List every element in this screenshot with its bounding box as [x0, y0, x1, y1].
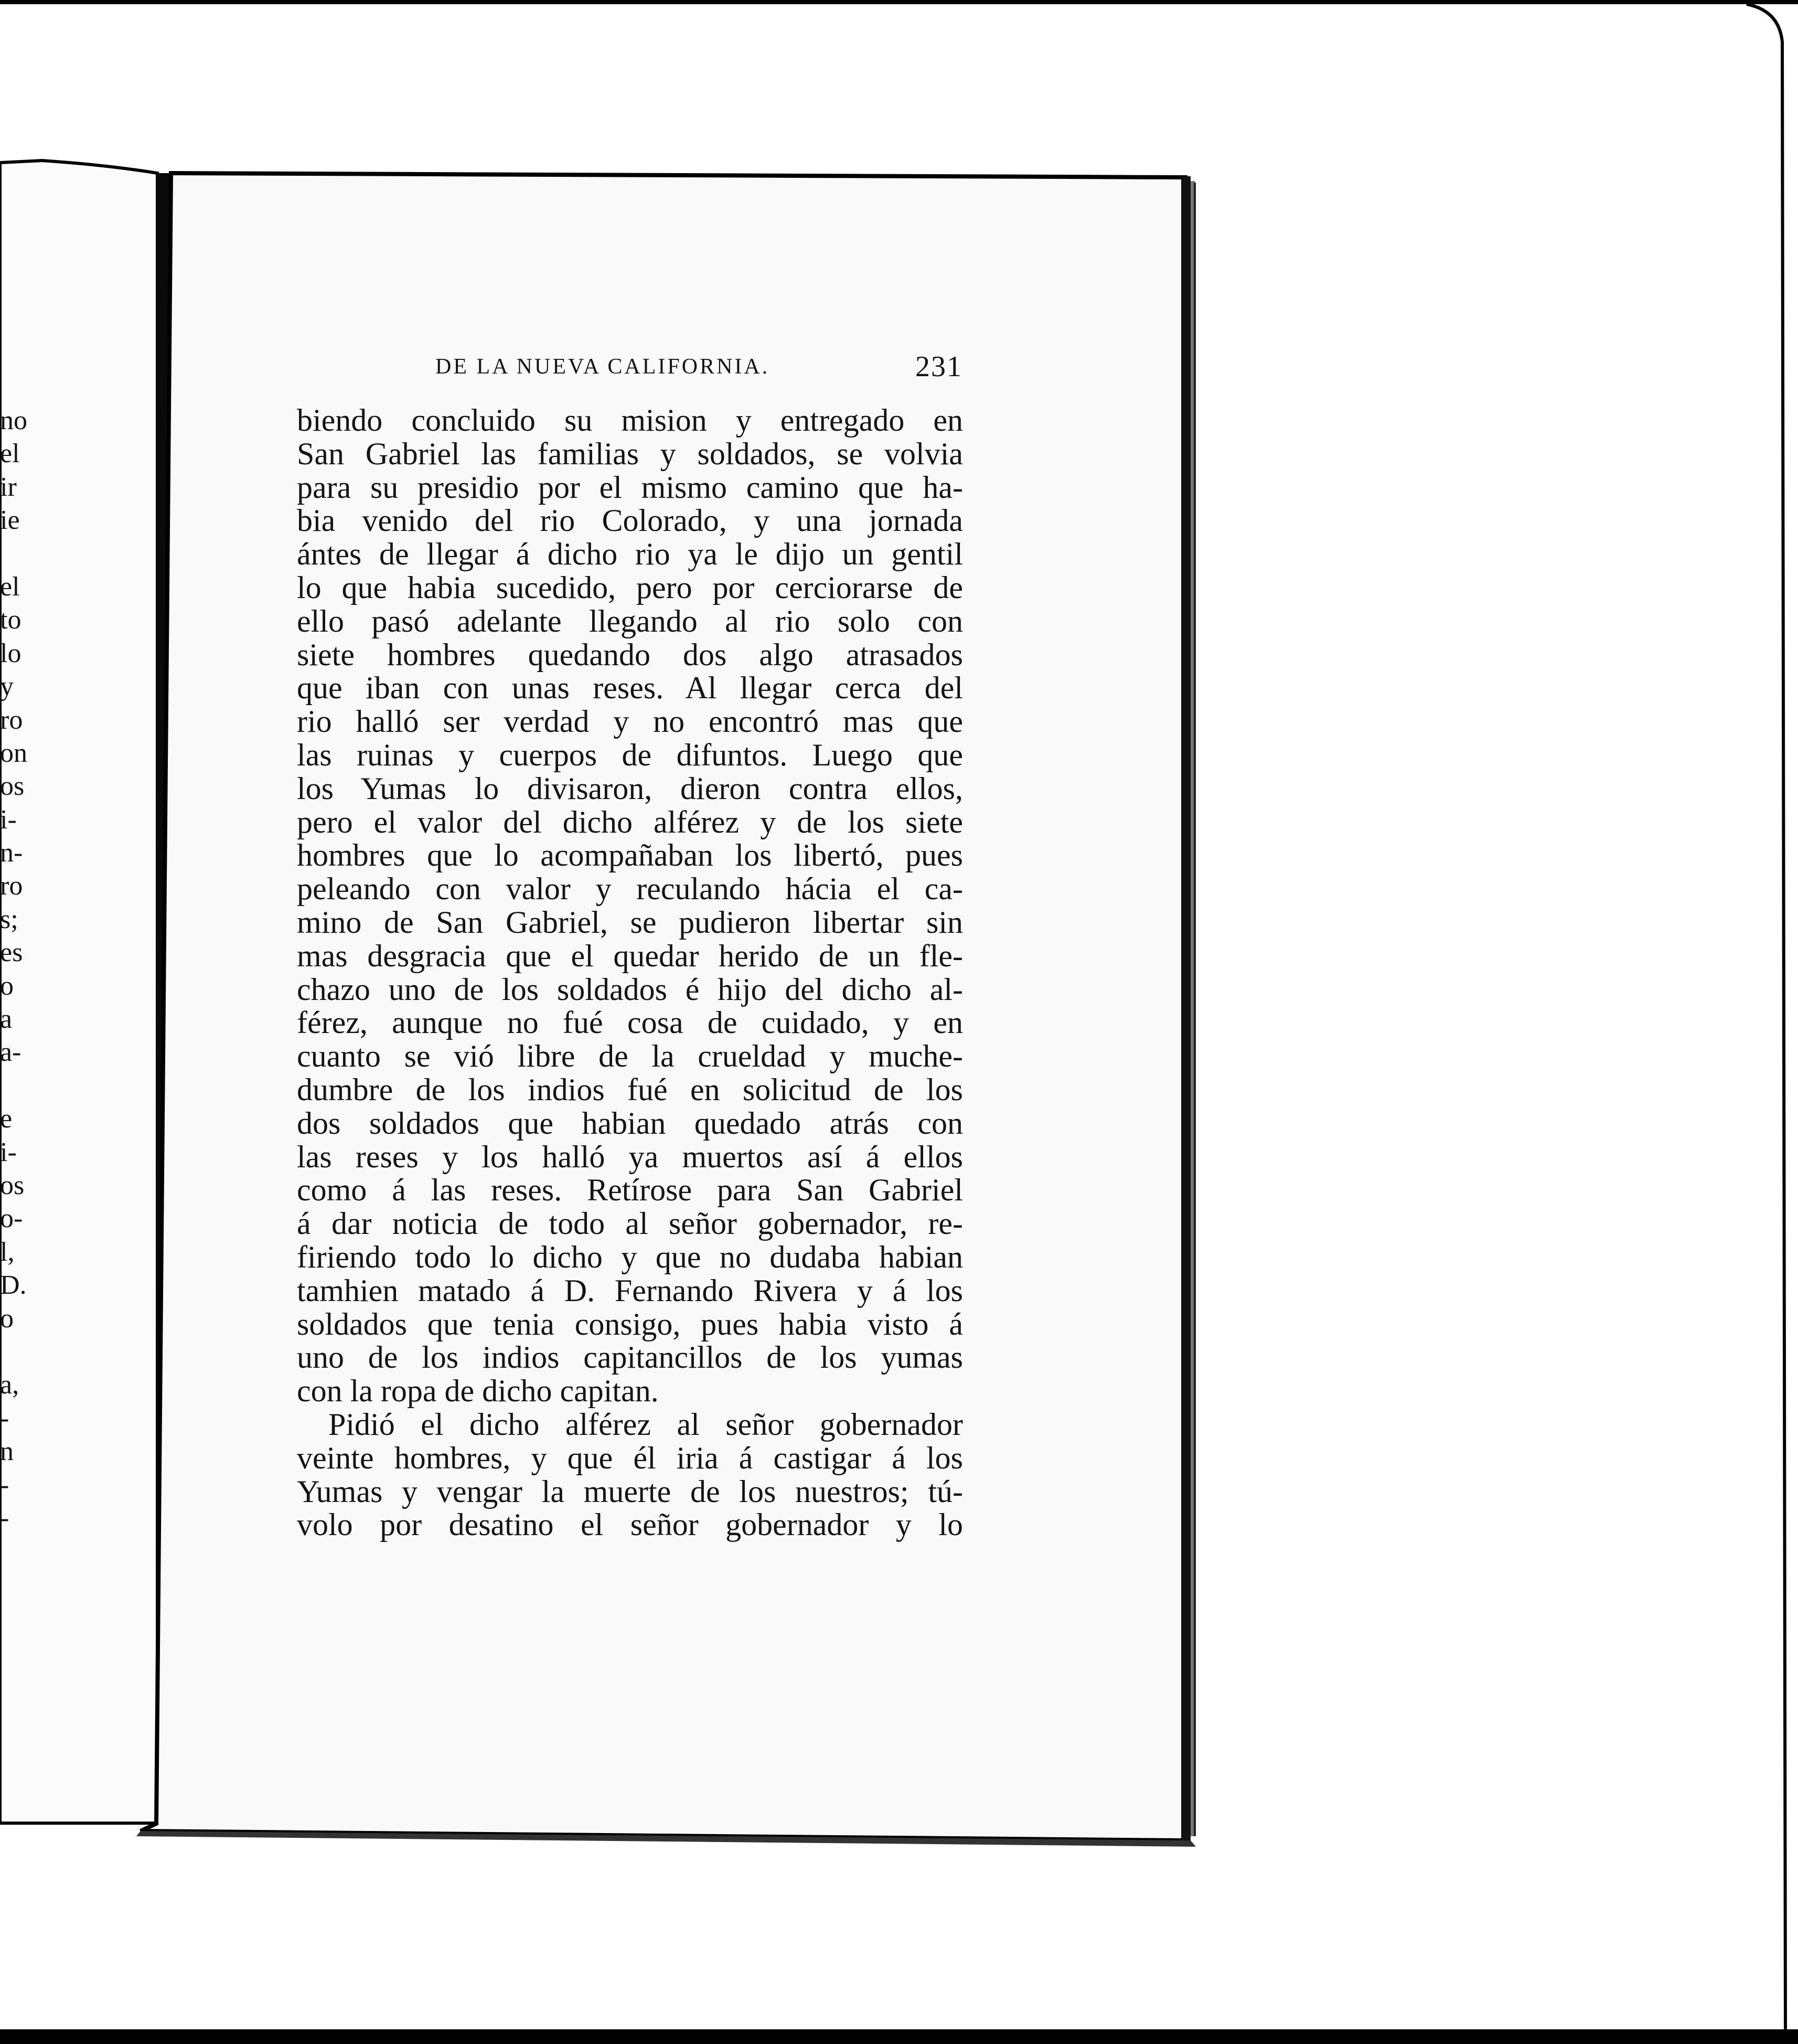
- left-fragment: es: [0, 938, 23, 968]
- left-fragment: [0, 1335, 58, 1368]
- text-line: firiendo todo lo dicho y que no dudaba habian: [297, 1239, 963, 1274]
- left-fragment: a: [0, 1004, 13, 1035]
- text-line: peleando con valor y reculando hácia el ca-: [297, 871, 963, 907]
- text-line: férez, aunque no fué cosa de cuidado, y en: [297, 1005, 963, 1040]
- text-line: Yumas y vengar la muerte de los nuestros; tú-: [297, 1474, 963, 1509]
- left-fragment: o: [0, 1303, 14, 1334]
- left-fragment: [0, 537, 58, 570]
- text-line: hombres que lo acompañaban los libertó, pues: [297, 838, 963, 873]
- text-line: bia venido del rio Colorado, y una jornada: [297, 503, 963, 538]
- left-fragment: os: [0, 771, 25, 802]
- left-fragment: s;: [0, 904, 18, 934]
- page-edges-dark: [1181, 176, 1191, 1840]
- left-fragment: [0, 1069, 58, 1102]
- left-fragment: no: [0, 406, 27, 435]
- left-fragment: ir: [0, 472, 17, 502]
- text-line: dumbre de los indios fué en solicitud de los: [297, 1072, 963, 1107]
- left-fragment: D.: [0, 1270, 27, 1301]
- left-page-text-fragments: [0, 404, 58, 1535]
- text-line-paragraph-end: con la ropa de dicho capitan.: [297, 1374, 659, 1409]
- text-line: á dar noticia de todo al señor gobernador, re-: [297, 1206, 963, 1241]
- left-fragment: el: [0, 439, 20, 469]
- left-fragment: to: [0, 605, 22, 635]
- left-fragment: -: [0, 1403, 9, 1433]
- text-line: veinte hombres, y que él iria á castigar á los: [297, 1440, 963, 1475]
- text-line: dos soldados que habian quedado atrás con: [297, 1105, 963, 1141]
- text-line: rio halló ser verdad y no encontró mas que: [297, 704, 963, 739]
- left-fragment: l,: [0, 1237, 15, 1267]
- page-body-text: [297, 404, 963, 1542]
- text-line: para su presidio por el mismo camino que ha-: [297, 470, 963, 505]
- left-fragment: -: [0, 1503, 9, 1533]
- scan-bottom-edge: [0, 2029, 1798, 2044]
- running-head-title: DE LA NUEVA CALIFORNIA.: [435, 355, 770, 379]
- left-fragment: ro: [0, 705, 23, 735]
- sheet-right-edge: [1747, 4, 1785, 2029]
- left-fragment: ro: [0, 871, 23, 901]
- left-fragment: y: [0, 672, 14, 702]
- left-fragment: el: [0, 571, 20, 602]
- text-line: las reses y los halló ya muertos así á ellos: [297, 1139, 963, 1174]
- text-line: ántes de llegar á dicho rio ya le dijo un gentil: [297, 537, 963, 572]
- left-fragment: i-: [0, 1137, 17, 1167]
- left-fragment: a,: [0, 1370, 19, 1400]
- text-line: lo que habia sucedido, pero por cerciorarse de: [297, 570, 963, 605]
- left-fragment: -: [0, 1470, 9, 1500]
- running-head: [435, 348, 962, 385]
- text-line: San Gabriel las familias y soldados, se volvia: [297, 436, 963, 471]
- text-line: mas desgracia que el quedar herido de un fle-: [297, 938, 963, 973]
- left-fragment: a-: [0, 1037, 22, 1068]
- left-fragment: n-: [0, 838, 23, 868]
- left-fragment: e: [0, 1104, 13, 1134]
- left-fragment: on: [0, 738, 27, 768]
- page-number: 231: [915, 350, 962, 383]
- text-line: pero el valor del dicho alférez y de los siete: [297, 804, 963, 839]
- text-line: que iban con unas reses. Al llegar cerca del: [297, 670, 963, 706]
- text-line: siete hombres quedando dos algo atrasados: [297, 637, 963, 672]
- left-fragment: n: [0, 1436, 14, 1467]
- scan-top-edge: [0, 0, 1798, 4]
- text-line: las ruinas y cuerpos de difuntos. Luego que: [297, 737, 963, 772]
- left-fragment: i-: [0, 804, 17, 835]
- text-line: ello pasó adelante llegando al rio solo con: [297, 603, 963, 638]
- text-line: biendo concluido su mision y entregado en: [297, 403, 963, 438]
- text-line: chazo uno de los soldados é hijo del dicho al-: [297, 972, 963, 1007]
- left-fragment: os: [0, 1170, 25, 1200]
- left-fragment: o: [0, 971, 14, 1001]
- text-line: volo por desatino el señor gobernador y lo: [297, 1507, 963, 1542]
- text-line-paragraph-start: Pidió el dicho alférez al señor gobernador: [328, 1407, 963, 1442]
- text-line: soldados que tenia consigo, pues habia visto á: [297, 1306, 963, 1342]
- text-line: mino de San Gabriel, se pudieron libertar sin: [297, 904, 963, 940]
- left-fragment: o-: [0, 1204, 23, 1234]
- text-line: cuanto se vió libre de la crueldad y muche-: [297, 1039, 963, 1074]
- text-line: como á las reses. Retírose para San Gabriel: [297, 1173, 963, 1208]
- left-fragment: ie: [0, 505, 20, 536]
- text-line: los Yumas lo divisaron, dieron contra ellos,: [297, 771, 963, 806]
- text-line: tamhien matado á D. Fernando Rivera y á los: [297, 1273, 963, 1308]
- left-fragment: lo: [0, 638, 22, 668]
- text-line: uno de los indios capitancillos de los yumas: [297, 1340, 963, 1375]
